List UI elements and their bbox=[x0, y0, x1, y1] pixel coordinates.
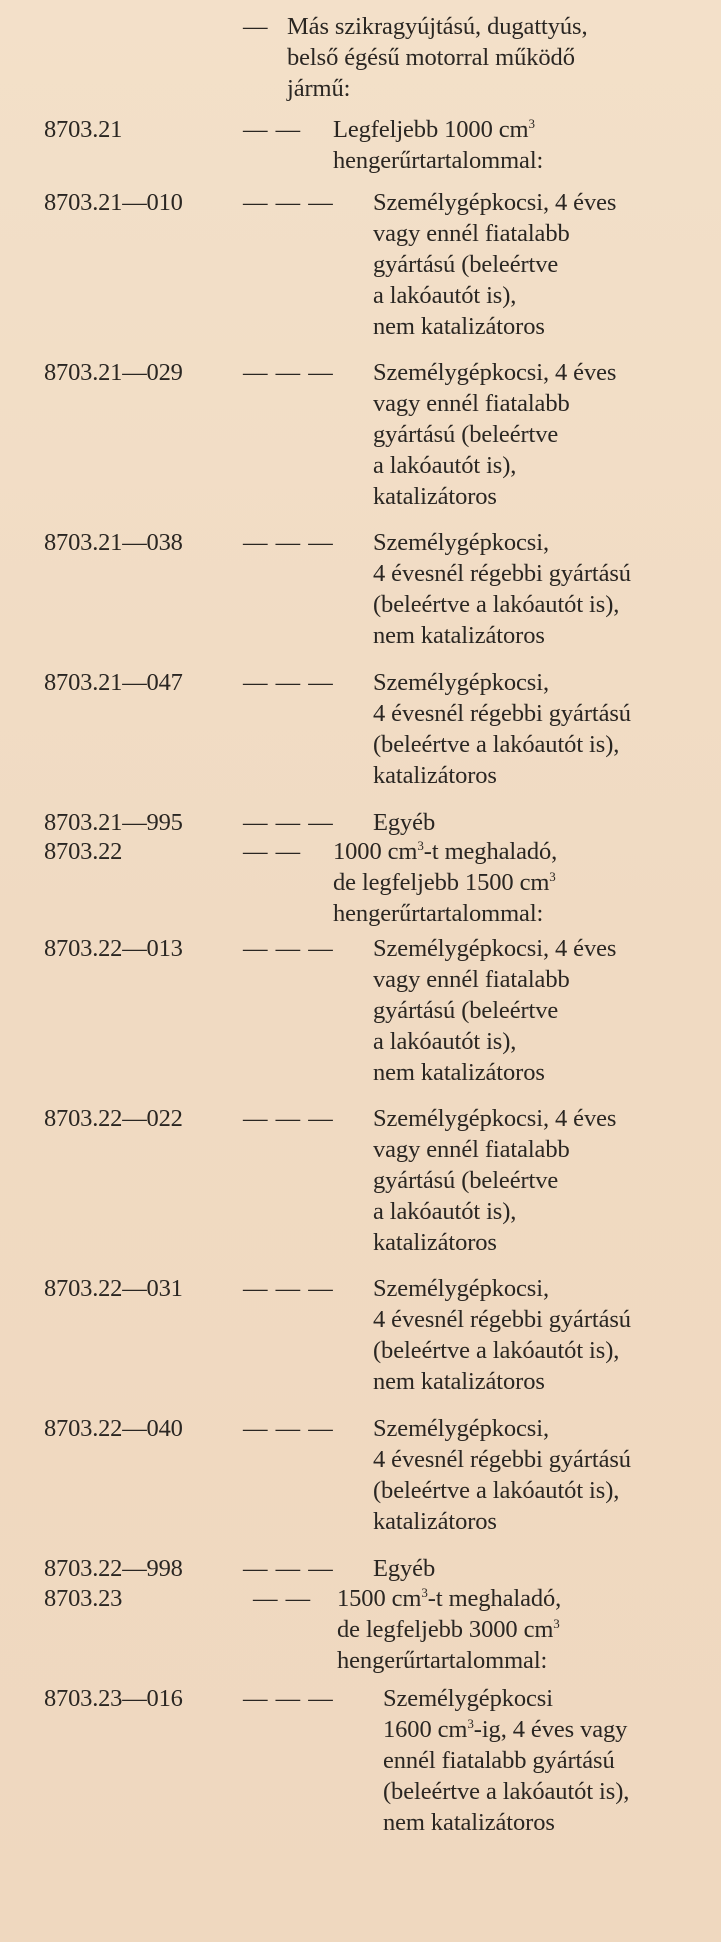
level-dashes: — — — bbox=[243, 1275, 334, 1302]
tariff-code: 8703.23 bbox=[44, 1585, 123, 1612]
tariff-description: Személygépkocsi, 4 évesnél régebbi gyártású (beleértve a lakóautót is), nem katalizátoros bbox=[373, 529, 631, 649]
tariff-description: Legfeljebb 1000 $cm^3$ hengerűrtartalommal: bbox=[333, 116, 544, 174]
level-dashes: — — bbox=[243, 116, 302, 143]
tariff-code: 8703.22—031 bbox=[44, 1275, 183, 1302]
level-dashes: — — — bbox=[243, 1105, 334, 1132]
tariff-code: 8703.22 bbox=[44, 838, 123, 865]
tariff-code: 8703.21 bbox=[44, 116, 123, 143]
tariff-code: 8703.22—013 bbox=[44, 935, 183, 962]
level-dashes: — — — bbox=[243, 1555, 334, 1582]
tariff-code: 8703.21—995 bbox=[44, 809, 183, 836]
level-dashes: — — bbox=[243, 838, 302, 865]
tariff-description: Más szikragyújtású, dugattyús, belső égésű motorral működő jármű: bbox=[287, 13, 588, 102]
tariff-code: 8703.21—038 bbox=[44, 529, 183, 556]
tariff-description: Személygépkocsi 1600 $cm^3-ig$, 4 éves vagy ennél fiatalabb gyártású (beleértve a lakóautót is), nem katalizátoros bbox=[383, 1685, 630, 1836]
tariff-description: 1500 $cm^3-t$ meghaladó, de legfeljebb 3000 $cm^3$ hengerűrtartalommal: bbox=[337, 1585, 562, 1674]
tariff-code: 8703.22—998 bbox=[44, 1555, 183, 1582]
level-dashes: — — bbox=[253, 1585, 312, 1612]
tariff-code: 8703.21—029 bbox=[44, 359, 183, 386]
level-dashes: — — — bbox=[243, 669, 334, 696]
tariff-description: Egyéb bbox=[373, 1555, 436, 1582]
tariff-description: Személygépkocsi, 4 éves vagy ennél fiatalabb gyártású (beleértve a lakóautót is), katalizátoros bbox=[373, 1105, 617, 1256]
tariff-code: 8703.21—047 bbox=[44, 669, 183, 696]
level-dashes: — — — bbox=[243, 359, 334, 386]
tariff-code: 8703.21—010 bbox=[44, 189, 183, 216]
tariff-code: 8703.22—040 bbox=[44, 1415, 183, 1442]
tariff-description: Személygépkocsi, 4 éves vagy ennél fiatalabb gyártású (beleértve a lakóautót is), nem katalizátoros bbox=[373, 189, 617, 340]
tariff-description: 1000 $cm^3-t$ meghaladó, de legfeljebb 1500 $cm^3$ hengerűrtartalommal: bbox=[333, 838, 558, 927]
level-dashes: — — — bbox=[243, 189, 334, 216]
tariff-description: Személygépkocsi, 4 éves vagy ennél fiatalabb gyártású (beleértve a lakóautót is), nem katalizátoros bbox=[373, 935, 617, 1086]
tariff-description: Személygépkocsi, 4 évesnél régebbi gyártású (beleértve a lakóautót is), katalizátoros bbox=[373, 669, 631, 789]
tariff-description: Személygépkocsi, 4 évesnél régebbi gyártású (beleértve a lakóautót is), katalizátoros bbox=[373, 1415, 631, 1535]
level-dashes: — — — bbox=[243, 1685, 334, 1712]
level-dashes: — — — bbox=[243, 1415, 334, 1442]
tariff-description: Személygépkocsi, 4 éves vagy ennél fiatalabb gyártású (beleértve a lakóautót is), katalizátoros bbox=[373, 359, 617, 510]
level-dashes: — — — bbox=[243, 809, 334, 836]
tariff-code: 8703.22—022 bbox=[44, 1105, 183, 1132]
level-dashes: — — — bbox=[243, 529, 334, 556]
tariff-description: Személygépkocsi, 4 évesnél régebbi gyártású (beleértve a lakóautót is), nem katalizátoros bbox=[373, 1275, 631, 1395]
tariff-code: 8703.23—016 bbox=[44, 1685, 183, 1712]
tariff-description: Egyéb bbox=[373, 809, 436, 836]
level-dashes: — — — bbox=[243, 935, 334, 962]
level-dashes: — bbox=[243, 13, 269, 40]
